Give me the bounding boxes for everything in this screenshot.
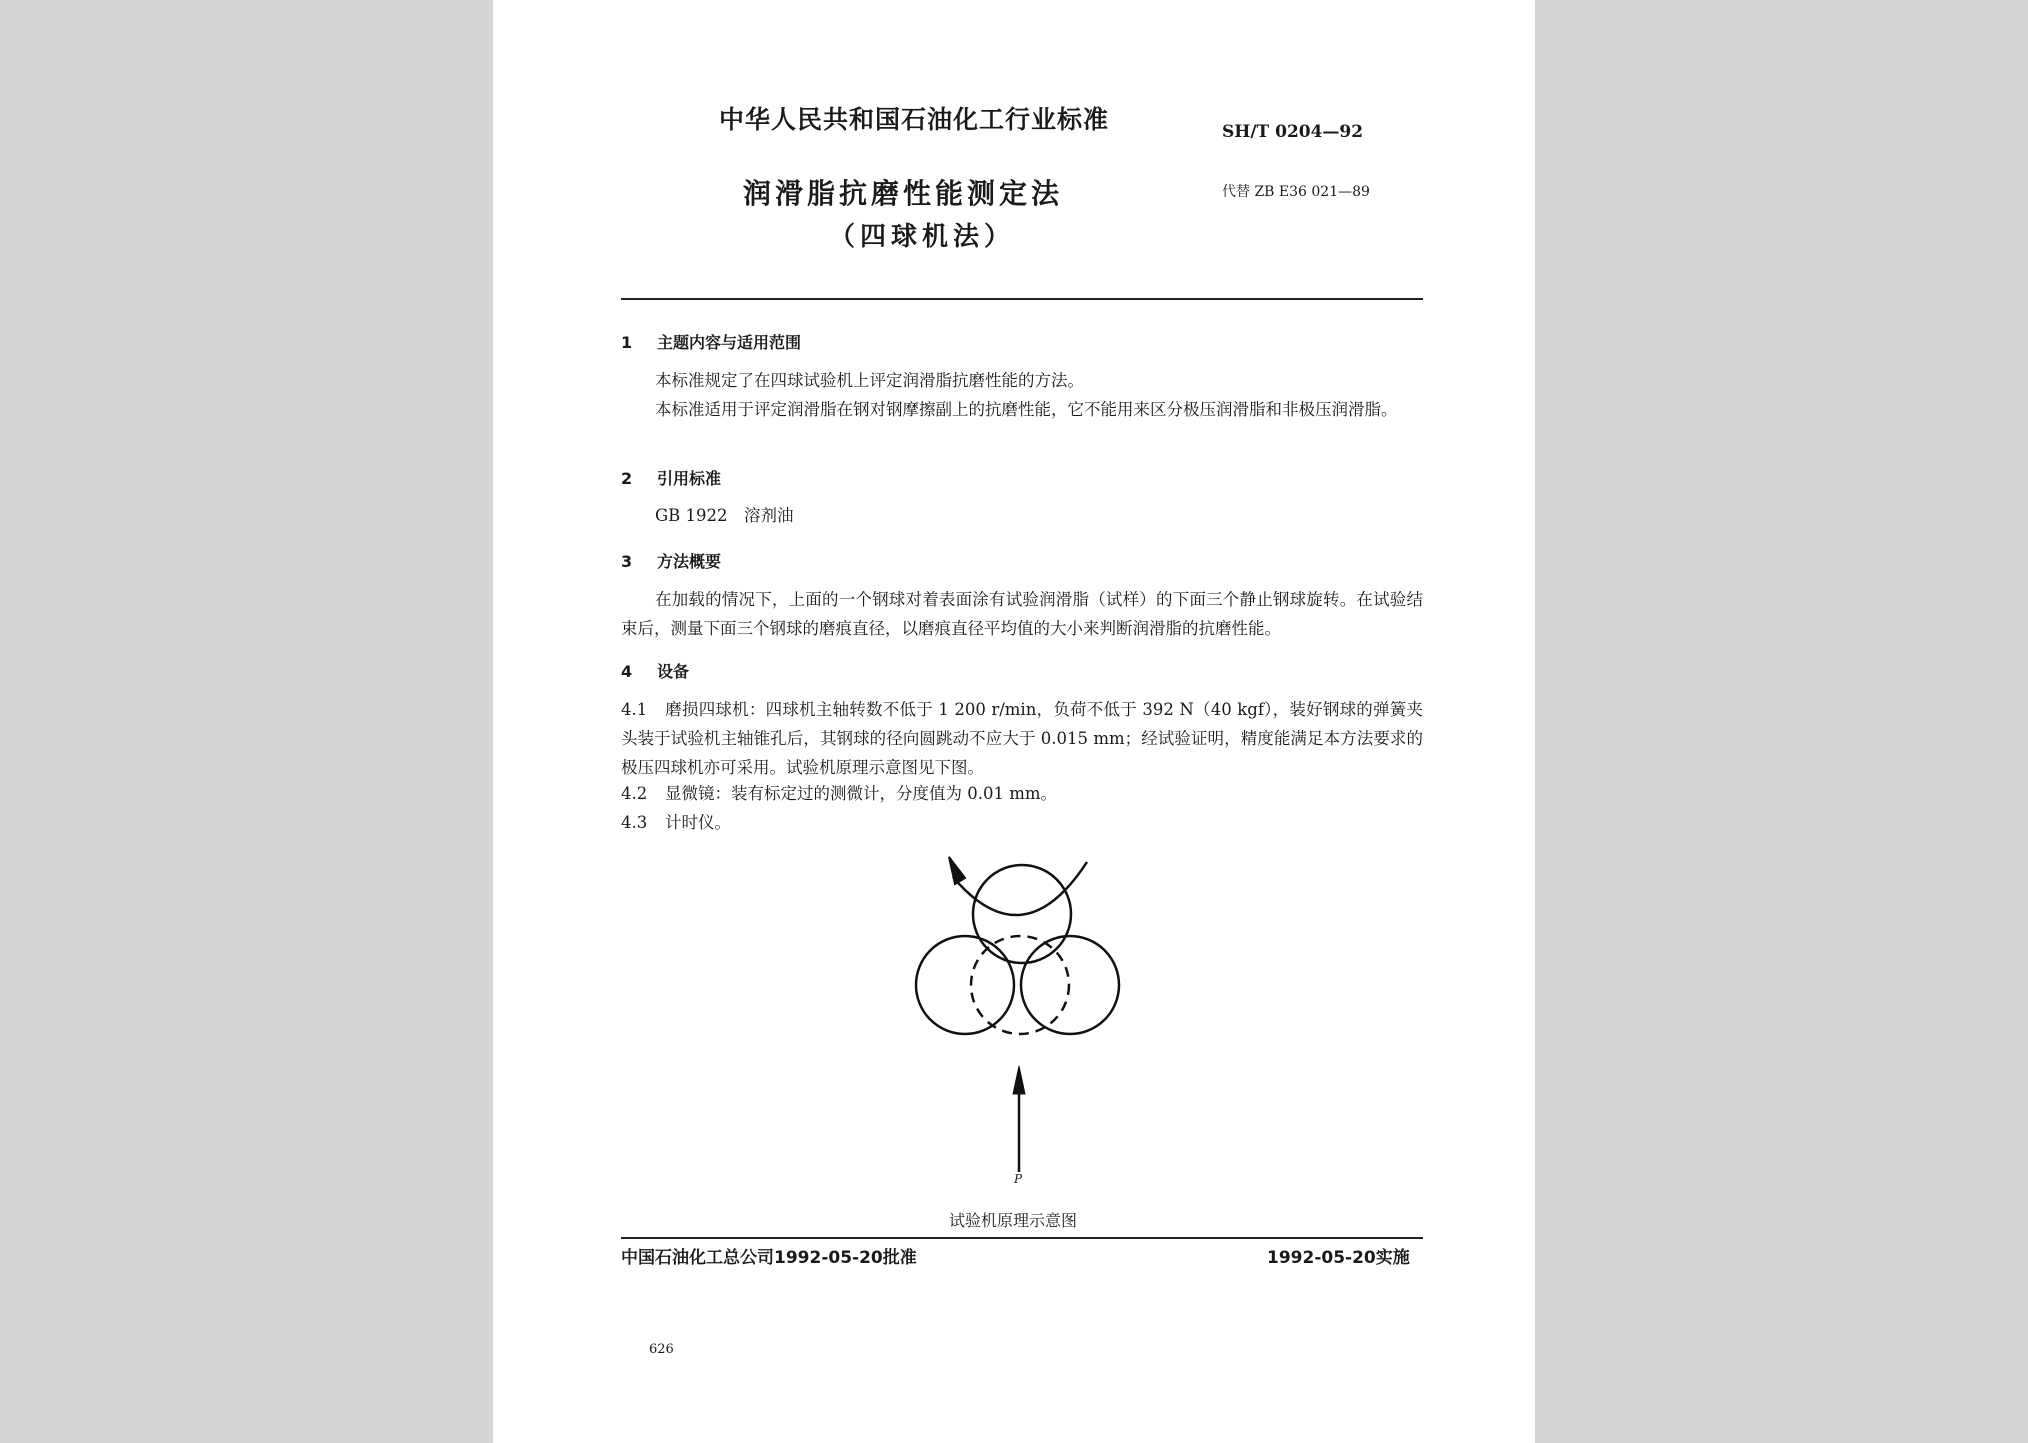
- item-text: 磨损四球机：四球机主轴转数不低于 1 200 r/min，负荷不低于 392 N（40 kgf），装好钢球的弹簧夹头装于试验机主轴锥孔后，其钢球的径向圆跳动不应大于 0.015 mm；经试验证明，精度能满足本方法要求的极压四球机亦可采用。试验机原理示意图见下图。: [621, 700, 1423, 777]
- load-arrowhead-icon: [1013, 1066, 1025, 1094]
- figure-caption: 试验机原理示意图: [949, 1211, 1078, 1230]
- approval-statement: 中国石油化工总公司1992-05-20批准: [621, 1248, 917, 1268]
- item-number: 4.3: [621, 813, 648, 832]
- section-number: 1: [621, 333, 633, 352]
- item-number: 4.2: [621, 784, 648, 803]
- lower-ball-left: [916, 936, 1014, 1034]
- section-title: 方法概要: [657, 552, 722, 571]
- page-number: 626: [649, 1342, 674, 1357]
- section-1-paragraph-1: 本标准规定了在四球试验机上评定润滑脂抗磨性能的方法。: [655, 371, 1084, 390]
- document-title: 润滑脂抗磨性能测定法: [743, 177, 1064, 210]
- footer-divider: [621, 1237, 1423, 1239]
- section-title: 主题内容与适用范围: [657, 333, 802, 352]
- standard-code: SH/T 0204—92: [1222, 122, 1364, 142]
- section-title: 引用标准: [657, 469, 722, 488]
- item-number: 4.1: [621, 700, 648, 719]
- section-number: 3: [621, 552, 633, 571]
- section-1-paragraph-2: 本标准适用于评定润滑脂在钢对钢摩擦副上的抗磨性能，它不能用来区分极压润滑脂和非极压润滑脂。: [655, 400, 1398, 419]
- section-number: 2: [621, 469, 633, 488]
- reference-standard: GB 1922 溶剂油: [655, 506, 794, 525]
- issuing-organization: 中华人民共和国石油化工行业标准: [719, 105, 1110, 134]
- item-text: 计时仪。: [665, 813, 731, 832]
- document-subtitle: （四球机法）: [829, 222, 1016, 252]
- rotation-arrowhead-icon: [949, 857, 965, 884]
- document-page: [493, 0, 1535, 1443]
- force-label: P: [1014, 1172, 1023, 1186]
- effective-date: 1992-05-20实施: [1267, 1248, 1410, 1268]
- section-number: 4: [621, 662, 633, 681]
- replaces-standard: 代替 ZB E36 021—89: [1222, 184, 1370, 200]
- section-title: 设备: [657, 662, 690, 681]
- item-text: 显微镜：装有标定过的测微计，分度值为 0.01 mm。: [665, 784, 1058, 803]
- section-3-paragraph: 在加载的情况下，上面的一个钢球对着表面涂有试验润滑脂（试样）的下面三个静止钢球旋转。在试验结束后，测量下面三个钢球的磨痕直径，以磨痕直径平均值的大小来判断润滑脂的抗磨性能。: [621, 590, 1423, 638]
